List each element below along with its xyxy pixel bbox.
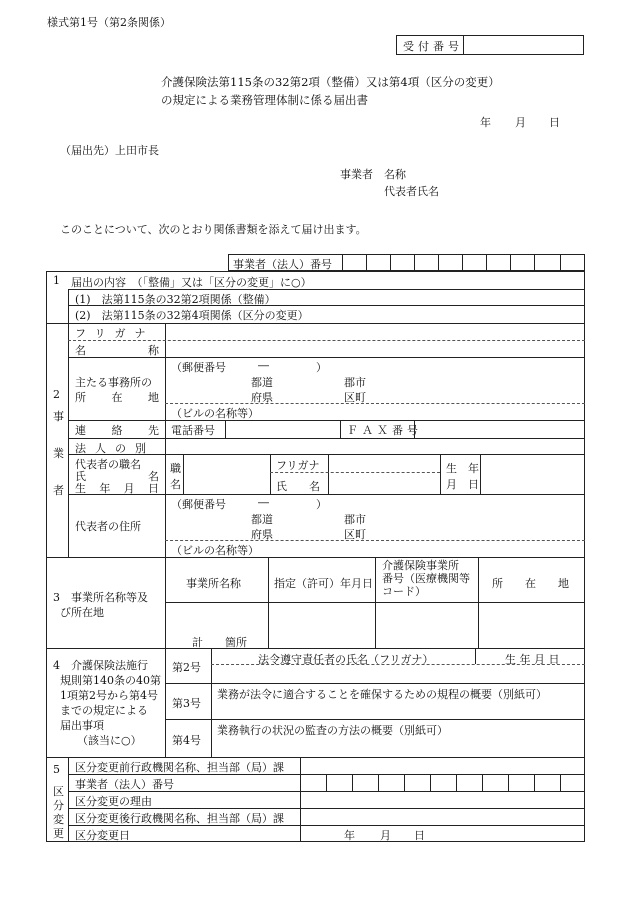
item4-label[interactable]: 第4号 [172,734,201,747]
divider [165,648,166,757]
section5-side-char-1: 区 [53,785,64,798]
rep-address-label: 代表者の住所 [75,520,141,533]
divider [534,774,535,791]
change-date-year: 年 [344,829,355,842]
rep-building-label: （ビルの名称等） [171,544,259,557]
section2-number: 2 [53,388,60,401]
main-office-label-2: 所在地 [75,391,159,404]
divider [68,420,585,421]
item2-label[interactable]: 第2号 [172,661,201,674]
main-office-label-1: 主たる事務所の [75,376,152,389]
fuken-label: 府県 [251,391,273,404]
divider [68,757,69,842]
postal-close: ） [316,361,327,374]
divider [68,825,585,826]
section4-label-1: 4 介護保険法施行 [53,659,148,672]
section5-row-2-label: 事業者（法人）番号 [75,778,174,791]
divider [404,774,405,791]
applicant-label: 事業者 [340,168,373,181]
col-designation-date: 指定（許可）年月日 [274,577,373,590]
divider [68,357,585,358]
date-month: 月 [515,116,526,129]
item2-name-label: 法令遵守責任者の氏名（フリガナ） [258,653,434,666]
divider [430,774,431,791]
divider [165,719,585,720]
todo-label: 都道 [251,376,273,389]
office-total: 計 箇所 [192,636,247,649]
divider [46,757,585,758]
section4-label-5: 届出事項 [60,719,104,732]
rep-title-label-2a: 氏 [75,470,86,483]
birth-label-2: 月 日 [446,478,479,491]
postal-open: （郵便番号 [171,361,226,374]
gunshi-label: 郡市 [344,376,366,389]
col-office-code-2: 番号（医療機関等 [382,572,470,585]
divider [328,454,329,494]
col-office-code-3: コード） [382,585,426,598]
fax-label: ＦＡＸ番号 [347,424,422,437]
divider [46,557,585,558]
section2-side-char-3: 者 [53,484,64,497]
divider [68,323,69,557]
divider [340,420,341,438]
section4-label-4: までの規定による [60,704,148,717]
title-line-2: の規定による業務管理体制に係る届出書 [161,93,368,107]
divider [456,774,457,791]
receipt-label: 受付番号 [403,40,463,53]
divider [165,683,585,684]
divider [68,454,585,455]
divider [165,403,585,404]
section3-label-2: び所在地 [60,606,104,619]
divider [68,289,585,290]
receipt-number-field[interactable] [470,38,578,52]
divider [534,254,535,271]
operator-number-label: 事業者（法人）番号 [233,258,332,271]
change-date-month: 月 [380,829,391,842]
divider [378,774,379,791]
divider [482,774,483,791]
section5-number: 5 [53,763,60,776]
item3-text: 業務が法令に適合することを確保するための規程の概要（別紙可） [217,688,547,701]
corp-type-label: 法人の別 [75,442,155,455]
divider [211,664,585,665]
divider [480,454,481,494]
divider [270,454,271,494]
divider [165,602,585,603]
rep-postal-open: （郵便番号 [171,498,226,511]
divider [414,254,415,271]
divider [46,323,585,324]
divider [68,791,585,792]
rep-todo-label: 都道 [251,513,273,526]
divider [165,323,166,557]
divider [68,438,585,439]
rep-postal-dash: ― [258,496,269,509]
rep-gunshi-label: 郡市 [344,513,366,526]
section2-side-char-2: 業 [53,447,64,460]
divider [366,254,367,271]
divider [183,454,184,494]
divider [270,472,440,473]
building-label: （ビルの名称等） [171,407,259,420]
divider [414,420,415,438]
divider [486,254,487,271]
divider [475,648,476,664]
postal-dash: ― [258,359,269,372]
section2-side-char-1: 事 [53,410,64,423]
divider [225,420,226,438]
divider [438,254,439,271]
item2-birth-label: 生 年 月 日 [505,653,560,666]
rep-furigana-label: フリガナ [276,459,320,472]
intro-text: このことについて、次のとおり関係書類を添えて届け出ます。 [60,223,367,236]
section1-option-2[interactable]: (2) 法第115条の32第4項関係（区分の変更） [75,309,309,322]
section1-number: 1 [53,274,60,287]
rep-fuken-label: 府県 [251,528,273,541]
divider [300,757,301,842]
furigana-label: フリガナ [75,327,155,340]
divider [342,254,343,271]
section5-side-char-3: 変 [53,813,64,826]
section1-option-1[interactable]: (1) 法第115条の32第2項関係（整備） [75,293,276,306]
divider [510,254,511,271]
divider [560,774,561,791]
rep-kumachi-label: 区町 [344,528,366,541]
form-number: 様式第1号（第2条関係） [47,16,171,29]
change-date-day: 日 [414,829,425,842]
section5-row-3-label: 区分変更の理由 [75,795,152,808]
divider [68,305,585,306]
section5-side-char-2: 分 [53,799,64,812]
divider [68,494,585,495]
section5-side-char-4: 更 [53,827,64,840]
section4-label-2: 規則第140条の40第 [60,674,161,687]
mei-label: 名 [170,478,181,491]
rep-title-label-3: 生年月日 [75,482,159,495]
item3-label[interactable]: 第3号 [172,697,201,710]
divider [463,35,464,55]
section5-row-1-label: 区分変更前行政機関名称、担当部（局）課 [75,761,284,774]
rep-title-label-2b: 名 [148,470,159,483]
divider [440,454,441,494]
divider [165,540,585,541]
section5-row-4-label: 区分変更後行政機関名称、担当部（局）課 [75,812,284,825]
shimei-label: 氏 名 [276,480,320,493]
divider [352,774,353,791]
title-line-1: 介護保険法第115条の32第2項（整備）又は第4項（区分の変更） [161,75,500,89]
birth-label-1: 生 年 [446,462,479,475]
col-office-name: 事業所名称 [186,577,241,590]
applicant-name-label: 名称 [384,168,406,181]
shoku-label: 職 [170,462,181,475]
divider [68,808,585,809]
rep-title-label-1: 代表者の職名 [75,458,141,471]
divider [46,648,585,649]
section3-label-1: 3 事業所名称等及 [53,591,148,604]
col-address: 所 在 地 [492,577,569,590]
applicant-rep-label: 代表者氏名 [384,185,439,198]
kumachi-label: 区町 [344,391,366,404]
section4-label-3: 1項第2号から第4号 [60,689,158,702]
col-office-code-1: 介護保険事業所 [382,559,459,572]
divider [68,289,69,323]
divider [68,340,585,341]
divider [462,254,463,271]
divider [560,254,561,271]
divider [390,254,391,271]
date-year: 年 [480,116,491,129]
phone-label: 電話番号 [171,424,215,437]
divider [508,774,509,791]
divider [326,774,327,791]
recipient: （届出先）上田市長 [60,144,159,157]
contact-label: 連絡先 [75,424,159,437]
name-label: 名称 [75,344,159,357]
section4-label-6: （該当に○） [77,734,142,747]
section5-row-5-label: 区分変更日 [75,829,130,842]
rep-postal-close: ） [316,498,327,511]
item4-text: 業務執行の状況の監査の方法の概要（別紙可） [217,724,448,737]
section1-title: 届出の内容 （「整備」又は「区分の変更」に○） [71,276,312,289]
date-day: 日 [549,116,560,129]
